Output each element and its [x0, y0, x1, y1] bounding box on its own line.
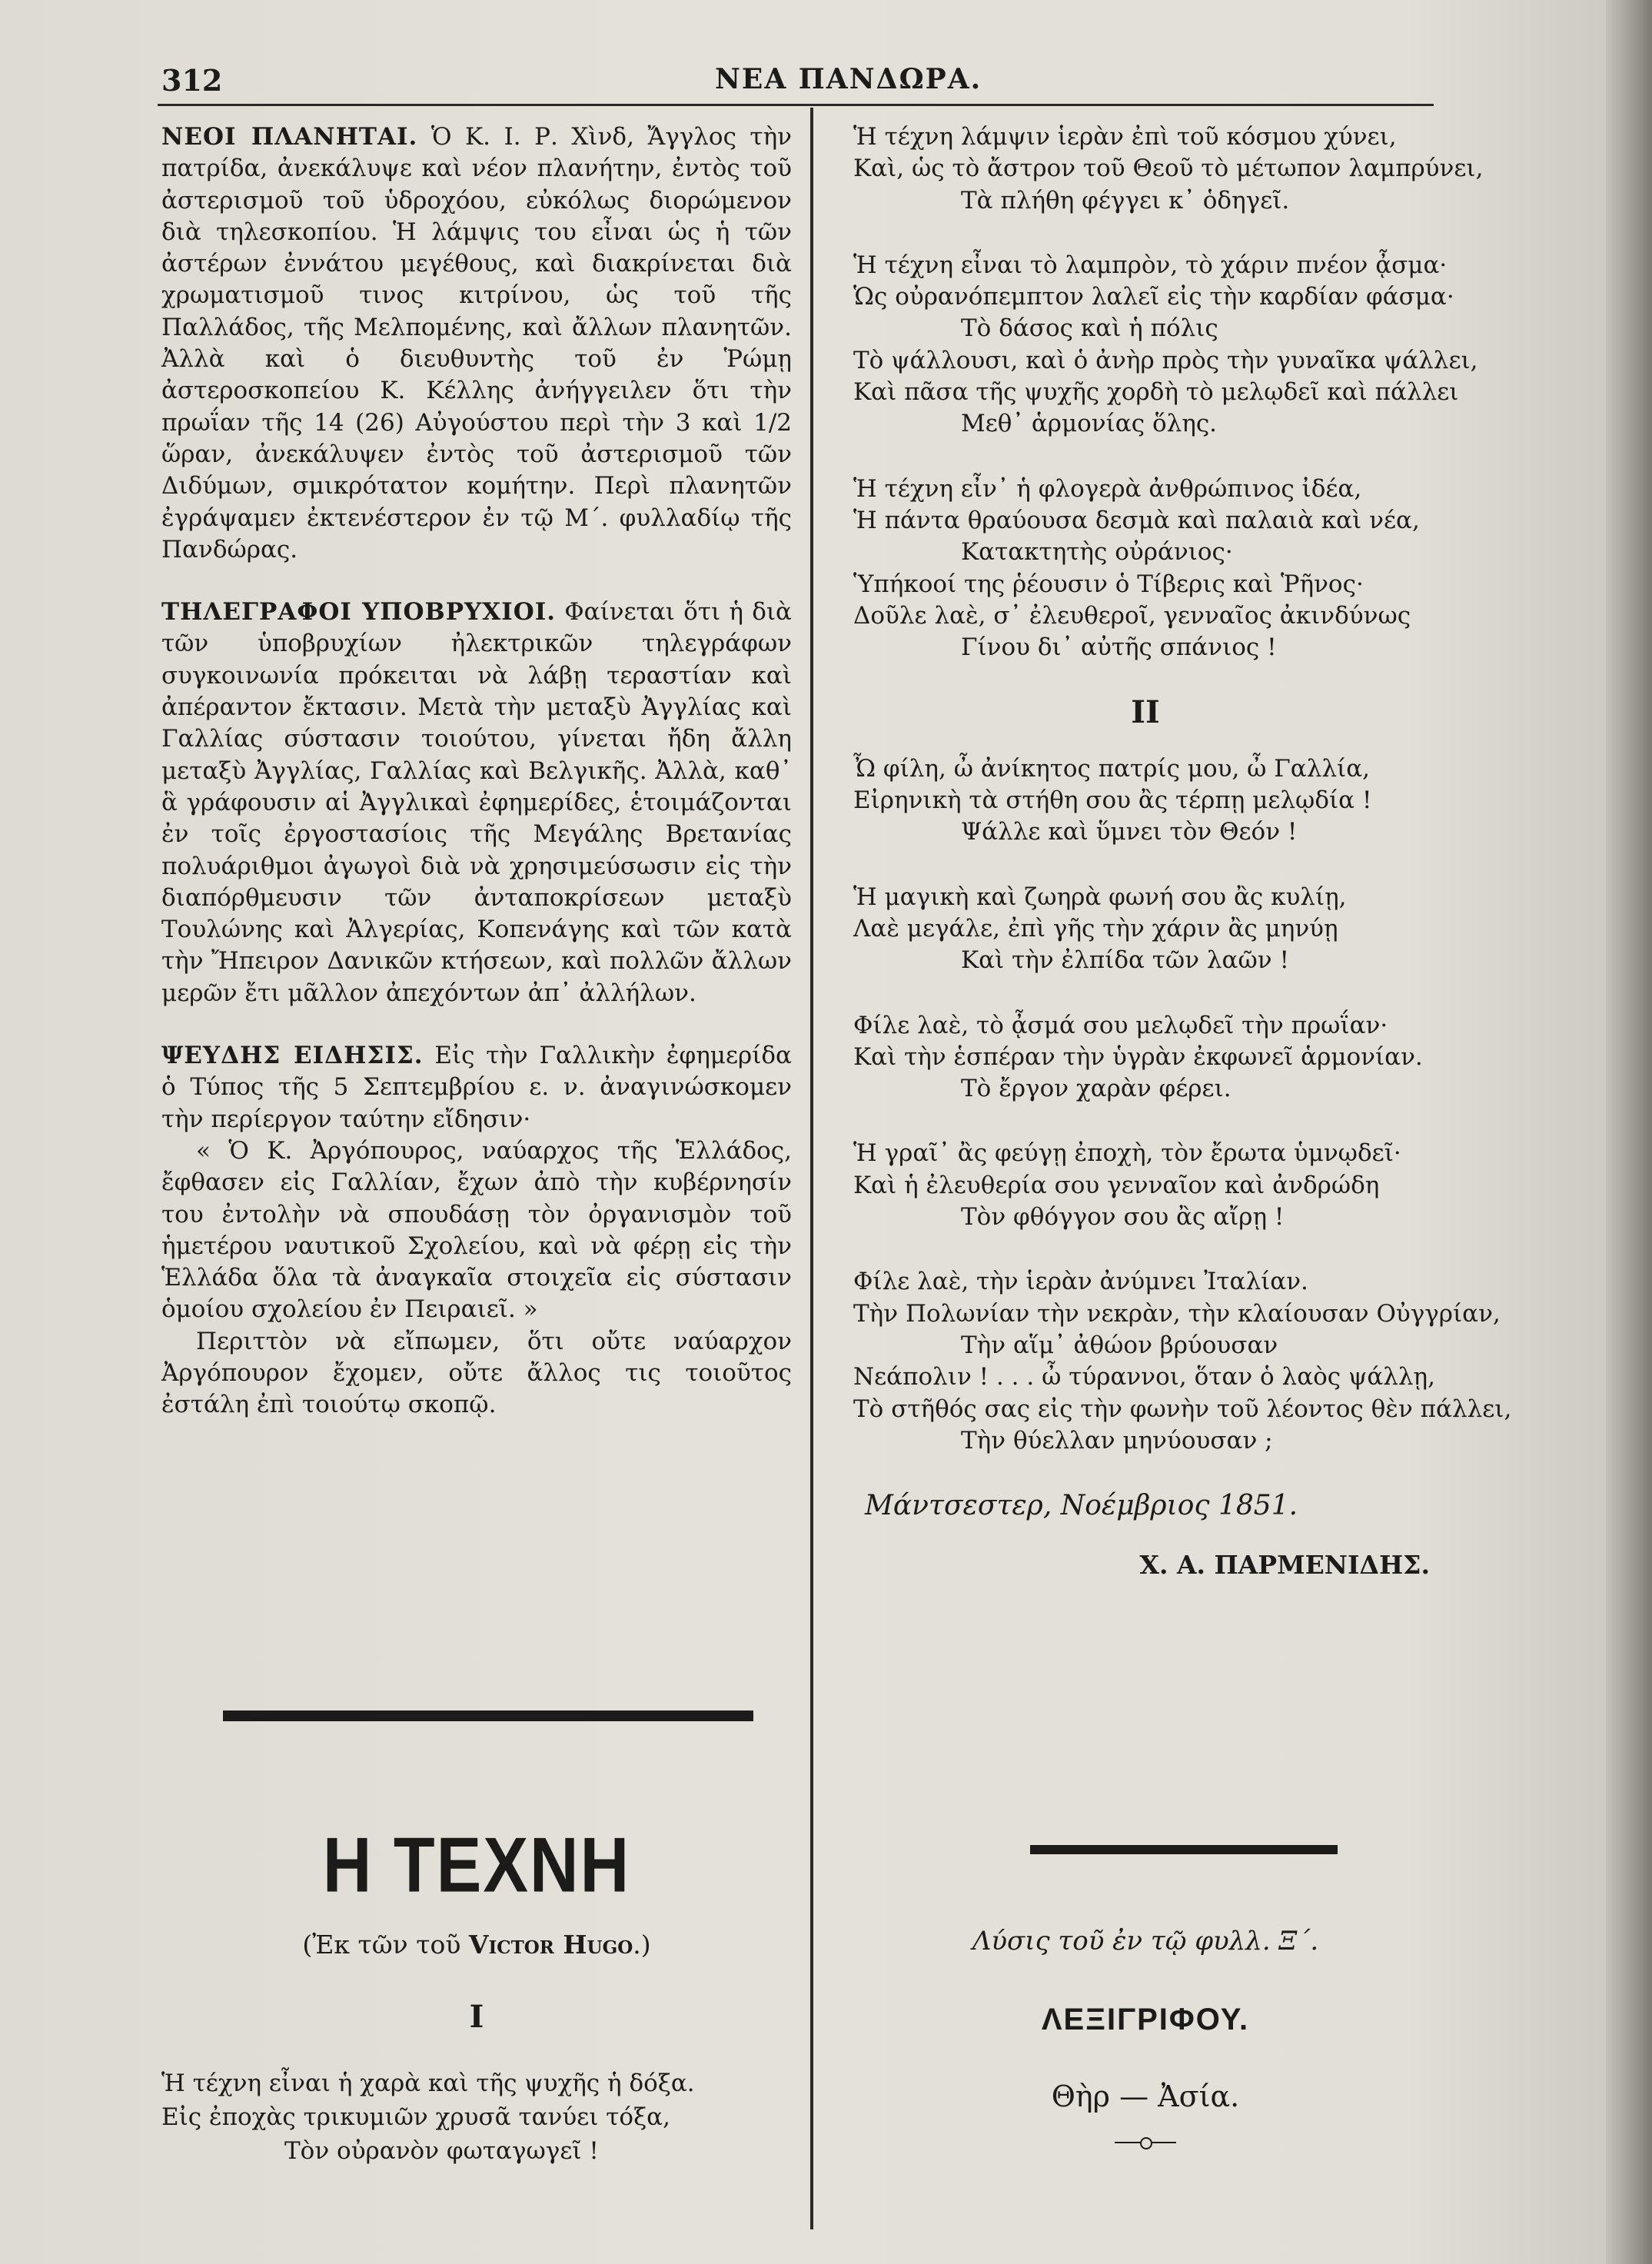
news-telegraphs-heading: ΤΗΛΕΓΡΑΦΟΙ ΥΠΟΒΡΥΧΙΟΙ. [161, 598, 557, 627]
news-false-report-body: Εἰς τὴν Γαλλικὴν ἐφημερίδα ὁ Τύπος τῆς 5 Σεπτεμβρίου ε. ν. ἀναγινώσκομεν τὴν περίεργον ταύτην εἴδησιν· [161, 1042, 792, 1133]
left-column [161, 121, 792, 1452]
subtitle-author: Victor Hugo [468, 1930, 633, 1960]
ornament-divider [1115, 2135, 1176, 2150]
poem-line: Τὸν φθόγγον σου ἂς αἴρῃ ! [961, 1203, 1285, 1232]
section-numeral-1: Ι [469, 1999, 484, 2035]
news-planets-body: Ὁ Κ. Ι. Ρ. Χὶνδ, Ἄγγλος τὴν πατρίδα, ἀνεκάλυψε καὶ νέον πλανήτην, ἐντὸς τοῦ ἀστερισμοῦ τοῦ ὑδροχόου, εὐκόλως διορώμενον διὰ τηλεσκοπίου. Ἡ λάμψις του εἶναι ὡς ἡ τῶν ἀστέρων ἐννάτου μεγέθους, καὶ διακρίνεται διὰ χρωματισμοῦ τινος κιτρίνου, ὡς τοῦ τῆς Παλλάδος, τῆς Μελπομένης, καὶ ἄλλων πλανητῶν. Ἀλλὰ καὶ ὁ διευθυντὴς τοῦ ἐν Ῥώμῃ ἀστεροσκοπείου Κ. Κέλλης ἀνήγγειλεν ὅτι τὴν πρωΐαν τῆς 14 (26) Αὐγούστου περὶ τὴν 3 καὶ 1/2 ὥραν, ἀνεκάλυψεν ἐντὸς τοῦ ἀστερισμοῦ τῶν Διδύμων, σμικρότατον κομήτην. Περὶ πλανητῶν ἐγράψαμεν ἐκτενέστερον ἐν τῷ Μ΄. φυλλαδίῳ τῆς Πανδώρας. [161, 123, 793, 564]
news-false-report-heading: ΨΕΥΔΗΣ ΕΙΔΗΣΙΣ. [161, 1042, 424, 1070]
poem-line: Τὸ δάσος καὶ ἡ πόλις [961, 314, 1218, 343]
poem-stanza-left [161, 2066, 792, 2168]
running-head: ΝΕΑ ΠΑΝΔΩΡΑ. [715, 63, 982, 95]
poem-line: Τὸ ἔργον χαρὰν φέρει. [961, 1075, 1232, 1103]
poem-line: Ὡς οὐρανόπεμπτον λαλεῖ εἰς τὴν καρδίαν φάσμα· [853, 283, 1454, 311]
poem-line: Καὶ, ὡς τὸ ἄστρον τοῦ Θεοῦ τὸ μέτωπον λαμπρύνει, [853, 155, 1484, 183]
poem-line: Λαὲ μεγάλε, ἐπὶ γῆς τὴν χάριν ἂς μηνύῃ [853, 914, 1338, 943]
poem-line: Τὴν θύελλαν μηνύουσαν ; [961, 1426, 1273, 1454]
poem-stanza [838, 121, 1484, 217]
news-planets [161, 121, 792, 566]
poem-stanza [838, 1266, 1512, 1457]
poem-line: Καὶ τὴν ἐλπίδα τῶν λαῶν ! [961, 946, 1289, 975]
poem-line: Μεθ᾽ ἁρμονίας ὅλης. [961, 410, 1218, 438]
poem-stanza [838, 1010, 1453, 1105]
column-divider [810, 108, 813, 2229]
poem-line: Τὸ στῆθός σας εἰς τὴν φωνὴν τοῦ λέοντος θὲν πάλλει, [853, 1395, 1512, 1423]
solution-answer: Θὴρ — Ἀσία. [1051, 2079, 1240, 2113]
poem-line: Ἡ τέχνη λάμψιν ἱερὰν ἐπὶ τοῦ κόσμου χύνει, [853, 123, 1397, 151]
poem-line: Ἡ πάντα θραύουσα δεσμὰ καὶ παλαιὰ καὶ νέα, [853, 506, 1420, 534]
poem-line: Γίνου δι᾽ αὐτῆς σπάνιος ! [961, 633, 1277, 662]
poem-line: Φίλε λαὲ, τὸ ᾆσμά σου μελῳδεῖ τὴν πρωΐαν· [853, 1011, 1388, 1039]
poem-subtitle [161, 1930, 792, 1960]
section-numeral-2: ΙΙ [1131, 694, 1160, 731]
subtitle-pre: (Ἐκ τῶν τοῦ [302, 1930, 469, 1960]
poem-line: Ψάλλε καὶ ὕμνει τὸν Θεόν ! [961, 818, 1298, 846]
poem-line: Ὦ φίλη, ὦ ἀνίκητος πατρίς μου, ὦ Γαλλία, [853, 754, 1370, 783]
header-rule [158, 104, 1434, 106]
poem-line: Ἡ τέχνη εἶν᾽ ἡ φλογερὰ ἀνθρώπινος ἰδέα, [853, 474, 1362, 503]
news-planets-heading: ΝΕΟΙ ΠΛΑΝΗΤΑΙ. [161, 123, 418, 151]
poem-stanza [838, 250, 1478, 440]
poem-line: Νεάπολιν ! . . . ὦ τύραννοι, ὅταν ὁ λαὸς ψάλλῃ, [853, 1363, 1435, 1391]
page-header [161, 63, 1430, 101]
poem-line: Τὰ πλήθη φέγγει κ᾽ ὁδηγεῖ. [961, 186, 1290, 214]
poem-line: Ὑπήκοοί της ῥέουσιν ὁ Τίβερις καὶ Ῥῆνος· [853, 570, 1364, 598]
poem-line: Καὶ τὴν ἑσπέραν τὴν ὑγρὰν ἐκφωνεῖ ἁρμονίαν. [853, 1042, 1423, 1071]
page-edge-shadow [1606, 0, 1652, 2264]
subtitle-post: .) [633, 1930, 651, 1960]
poem-line: Ἡ γραῖ᾽ ἂς φεύγῃ ἐποχὴ, τὸν ἔρωτα ὑμνῳδεῖ· [853, 1139, 1401, 1168]
poem-line: Τὴν αἵμ᾽ ἀθώον βρύουσαν [961, 1331, 1278, 1359]
poem-title: Η ΤΕΧΝΗ [322, 1820, 631, 1909]
solution-heading: ΛΕΞΙΓΡΙΦΟΥ. [1041, 2003, 1250, 2036]
poem-line: Καὶ πᾶσα τῆς ψυχῆς χορδὴ τὸ μελῳδεῖ καὶ πάλλει [853, 378, 1459, 407]
poem-line: Εἰρηνικὴ τὰ στήθη σου ἂς τέρπῃ μελῳδία ! [853, 786, 1372, 815]
solution-title: Λύσις τοῦ ἐν τῷ φυλλ. Ξ΄. [972, 1926, 1319, 1956]
poem-line: Ἡ μαγικὴ καὶ ζωηρὰ φωνή σου ἂς κυλίῃ, [853, 883, 1347, 911]
news-telegraphs-body: Φαίνεται ὅτι ἡ διὰ τῶν ὑποβρυχίων ἠλεκτρικῶν τηλεγράφων συγκοινωνία πρόκειται νὰ λάβῃ τεραστίαν καὶ ἀπέραντον ἔκτασιν. Μετὰ τὴν μεταξὺ Ἀγγλίας καὶ Γαλλίας σύστασιν τοιούτου, γίνεται ἤδη ἄλλη μεταξὺ Ἀγγλίας, Γαλλίας καὶ Βελγικῆς. Ἀλλὰ, καθ᾽ ἃ γράφουσιν αἱ Ἀγγλικαὶ ἐφημερίδες, ἑτοιμάζονται ἐν τοῖς ἐργοστασίοις τῆς Μεγάλης Βρετανίας πολυάριθμοι ἀγωγοὶ διὰ νὰ χρησιμεύσωσιν εἰς τὴν διαπόρθμευσιν τῶν ἀνταποκρίσεων μεταξὺ Τουλώνης καὶ Ἀλγερίας, Κοπενάγης καὶ τῶν κατὰ τὴν Ἤπειρον Δανικῶν κτήσεων, καὶ πολλῶν ἄλλων μερῶν ἔτι μᾶλλον ἀπεχόντων ἀπ᾽ ἀλλήλων. [161, 598, 792, 1007]
news-false-report [161, 1040, 792, 1135]
page-number: 312 [161, 63, 223, 98]
poem-line: Δοῦλε λαὲ, σ᾽ ἐλευθεροῖ, γενναῖος ἀκινδύνως [853, 601, 1411, 630]
right-column [838, 121, 1512, 1581]
poem-stanza [838, 1138, 1453, 1233]
place-date: Μάντσεστερ, Νοέμβριος 1851. [865, 1490, 1298, 1522]
poem-line: Ἡ τέχνη εἶναι ἡ χαρὰ καὶ τῆς ψυχῆς ἡ δόξα. [161, 2070, 695, 2097]
poem-line: Εἰς ἐποχὰς τρικυμιῶν χρυσᾶ τανύει τόξα, [161, 2103, 670, 2131]
poem-stanza [838, 474, 1453, 664]
poem-line: Τὴν Πολωνίαν τὴν νεκρὰν, τὴν κλαίουσαν Οὐγγρίαν, [853, 1299, 1501, 1328]
poem-stanza [838, 882, 1453, 977]
section-divider-right [1030, 1845, 1338, 1854]
poem-line: Ἡ τέχνη εἶναι τὸ λαμπρὸν, τὸ χάριν πνέον ᾆσμα· [853, 251, 1448, 279]
author-signature: Χ. Α. ΠΑΡΜΕΝΙΔΗΣ. [1139, 1550, 1430, 1581]
riddle-solution [838, 1926, 1453, 2150]
poem-line: Φίλε λαὲ, τὴν ἱερὰν ἀνύμνει Ἰταλίαν. [853, 1268, 1308, 1296]
poem-line: Τὸ ψάλλουσι, καὶ ὁ ἀνὴρ πρὸς τὴν γυναῖκα ψάλλει, [853, 346, 1478, 374]
news-quote: « Ὁ Κ. Ἀργόπουρος, ναύαρχος τῆς Ἑλλάδος, ἔφθασεν εἰς Γαλλίαν, ἔχων ἀπὸ τὴν κυβέρνησίν του ἐντολὴν νὰ σπουδάσῃ τὸν ὀργανισμὸν τοῦ ἡμετέρου ναυτικοῦ Σχολείου, καὶ νὰ φέρῃ εἰς τὴν Ἑλλάδα ὅλα τὰ ἀναγκαῖα στοιχεῖα εἰς σύστασιν ὁμοίου σχολείου ἐν Πειραιεῖ. » [161, 1136, 792, 1324]
section-divider-left [223, 1710, 753, 1721]
poem-stanza [838, 753, 1453, 849]
poem-line: Καὶ ἡ ἐλευθερία σου γενναῖον καὶ ἀνδρώδη [853, 1171, 1380, 1199]
poem-line: Τὸν οὐρανὸν φωταγωγεῖ ! [284, 2137, 599, 2165]
poem-line: Κατακτητὴς οὐράνιος· [961, 538, 1233, 567]
news-comment: Περιττὸν νὰ εἴπωμεν, ὅτι οὔτε ναύαρχον Ἀργόπουρον ἔχομεν, οὔτε ἄλλος τις τοιοῦτος ἐστάλη ἐπὶ τοιούτῳ σκοπῷ. [161, 1327, 792, 1419]
news-telegraphs [161, 597, 792, 1009]
